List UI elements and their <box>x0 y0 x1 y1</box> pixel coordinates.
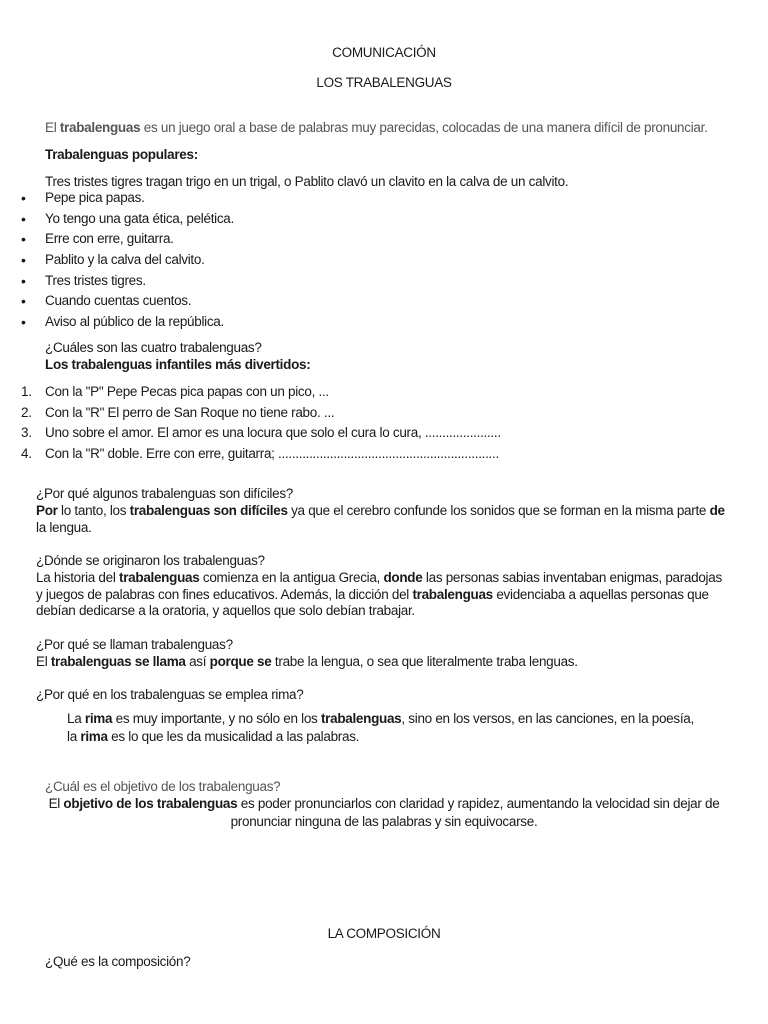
answer-text: El trabalenguas se llama así porque se trabe la lengua, o sea que literalmente traba lenguas. <box>36 653 578 669</box>
question-text: ¿Por qué se llaman trabalenguas? <box>36 637 233 652</box>
question-text: ¿Por qué algunos trabalenguas son difíciles? <box>36 486 293 501</box>
section-question: ¿Qué es la composición? <box>45 954 191 969</box>
four-heading: Los trabalenguas infantiles más divertidos: <box>45 357 311 372</box>
list-item: 3. Uno sobre el amor. El amor es una locura que solo el cura lo cura, ...................... <box>21 425 501 441</box>
list-item: • Yo tengo una gata ética, pelética. <box>0 209 234 230</box>
question-origin <box>36 553 726 620</box>
numbered-list <box>0 382 501 465</box>
list-item: 1. Con la "P" Pepe Pecas pica papas con un pico, ... <box>21 384 329 399</box>
list-item: • Pablito y la calva del calvito. <box>0 250 234 271</box>
bullet-list <box>0 188 234 333</box>
question-text: ¿Dónde se originaron los trabalenguas? <box>36 553 265 568</box>
answer-text: Por lo tanto, los trabalenguas son difíciles ya que el cerebro confunde los sonidos que se forman en la misma parte de la lengua. <box>36 502 725 535</box>
answer-rhyme: La rima es muy importante, y no sólo en los trabalenguas, sino en los versos, en las canciones, en la poesía, la rima es lo que les da musicalidad a las palabras. <box>67 711 694 744</box>
answer-text: La historia del trabalenguas comienza en la antigua Grecia, donde las personas sabias inventaban enigmas, paradojas y juegos de palabras con fines educativos. Además, la dicción del trabalenguas evidenciaba a aquellas personas que debían dedicarse a la oratoria, y aquellos que solo debían trabajar. <box>36 569 722 619</box>
list-item: 2. Con la "R" El perro de San Roque no tiene rabo. ... <box>21 404 335 420</box>
page-subtitle: LOS TRABALENGUAS <box>316 75 452 90</box>
popular-heading: Trabalenguas populares: <box>45 147 198 162</box>
list-item: • Cuando cuentas cuentos. <box>0 291 234 312</box>
question-rhyme: ¿Por qué en los trabalenguas se emplea rima? <box>36 687 304 702</box>
list-item: • Tres tristes tigres. <box>0 271 234 292</box>
intro-paragraph: El trabalenguas es un juego oral a base de palabras muy parecidas, colocadas de una manera difícil de pronunciar. <box>45 120 708 135</box>
list-item: • Erre con erre, guitarra. <box>0 229 234 250</box>
list-item: • Aviso al público de la república. <box>0 312 234 333</box>
question-objective: ¿Cuál es el objetivo de los trabalenguas? <box>45 779 281 794</box>
question-name <box>36 637 726 671</box>
list-item: 4. Con la "R" doble. Erre con erre, guitarra; ................................................................ <box>21 446 499 462</box>
question-difficult <box>36 486 726 536</box>
page-title: COMUNICACIÓN <box>332 45 436 60</box>
section-title: LA COMPOSICIÓN <box>327 926 441 941</box>
answer-objective: El objetivo de los trabalenguas es poder pronunciarlos con claridad y rapidez, aumentando la velocidad sin dejar de pronunciar ninguna de las palabras y sin equivocarse. <box>48 796 720 829</box>
four-question: ¿Cuáles son las cuatro trabalenguas? <box>45 340 262 355</box>
list-item: • Pepe pica papas. <box>0 188 234 209</box>
popular-example: Tres tristes tigres tragan trigo en un trigal, o Pablito clavó un clavito en la calva de un calvito. <box>45 174 569 189</box>
